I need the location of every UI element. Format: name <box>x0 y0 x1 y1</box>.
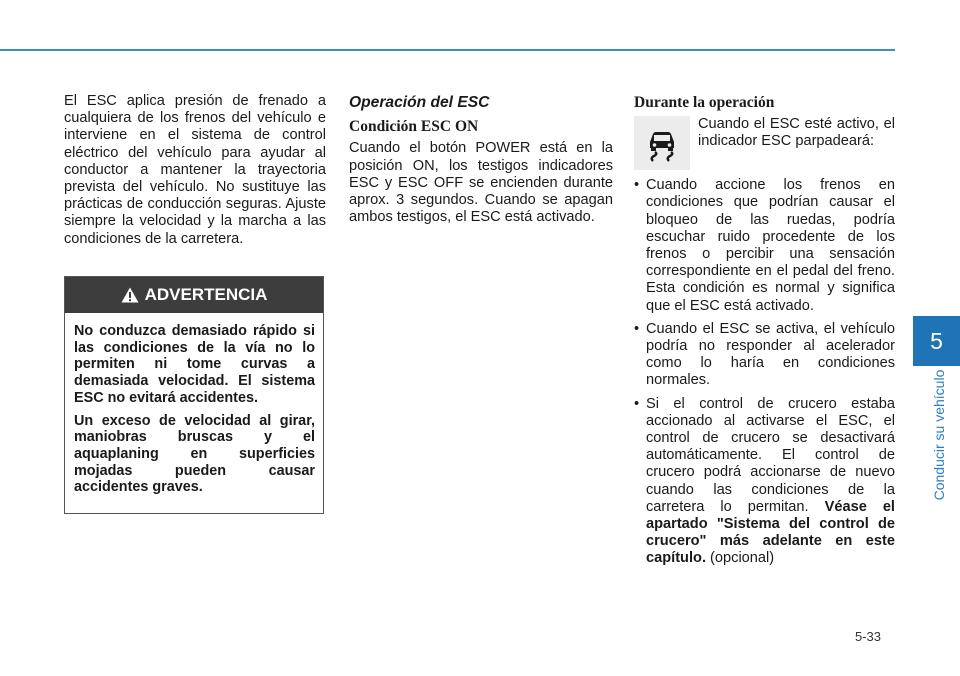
column-2 <box>349 94 613 226</box>
esc-on-paragraph: Cuando el botón POWER está en la posición ON, los testigos indicadores ESC y ESC OFF se encienden durante aprox. 3 segundos. Cuando se apagan ambos testigos, el ESC está activado. <box>349 140 613 226</box>
intro-paragraph: El ESC aplica presión de frenado a cualquiera de los frenos del vehículo e interviene en el sistema de control eléctrico del vehículo para ayudar al conductor a mantener la trayectoria prevista del vehículo. No sustituye las prácticas de conducción seguras. Ajuste siempre la velocidad y la marcha a las condiciones de la carretera. <box>64 93 326 247</box>
list-item: • Cuando accione los frenos en condiciones que podrían causar el bloqueo de las ruedas, podría escuchar ruido procedente de los frenos o percibir una sensación correspondiente en el pedal del freno. Esta condición es normal y significa que el ESC está activado. <box>634 177 895 315</box>
list-item <box>634 396 895 568</box>
esc-skid-car-icon <box>634 116 690 170</box>
chapter-title: Conducir su vehículo <box>931 369 947 501</box>
chapter-tab: 5 <box>913 316 960 366</box>
subheading-during-operation: Durante la operación <box>634 94 775 111</box>
page-number: 5-33 <box>855 629 882 644</box>
warning-body <box>65 313 323 496</box>
operation-bullet-list <box>634 177 895 567</box>
list-item: • Cuando el ESC se activa, el vehículo podría no responder al acelerador como lo haría en condiciones normales. <box>634 321 895 390</box>
warning-title: ADVERTENCIA <box>144 285 268 304</box>
warning-triangle-icon <box>121 287 139 303</box>
column-3 <box>634 94 895 574</box>
bullet-text: Si el control de crucero estaba accionado al activarse el ESC, el control de crucero se desactivará automáticamente. El control de crucero podrá accionarse de nuevo cuando las condiciones de la carretera lo permitan. <box>646 395 895 515</box>
bullet-tail: (opcional) <box>706 550 775 567</box>
section-heading: Operación del ESC <box>349 94 490 111</box>
warning-paragraph-1: No conduzca demasiado rápido si las condiciones de la vía no lo permiten ni tome curvas a demasiada velocidad. El sistema ESC no evitará accidentes. <box>74 323 315 406</box>
subheading-esc-on: Condición ESC ON <box>349 118 479 136</box>
operation-intro <box>634 116 895 170</box>
warning-paragraph-2: Un exceso de velocidad al girar, maniobras bruscas y el aquaplaning en superficies mojadas pueden causar accidentes graves. <box>74 412 315 496</box>
warning-header <box>65 277 323 313</box>
header-rule <box>0 49 895 51</box>
warning-box <box>64 276 324 514</box>
operation-intro-text: Cuando el ESC esté activo, el indicador ESC parpadeará: <box>698 116 895 150</box>
cross-reference: Véase el apartado "Sistema del control de crucero" más adelante en este capítulo. <box>646 498 895 567</box>
column-1 <box>64 93 326 248</box>
